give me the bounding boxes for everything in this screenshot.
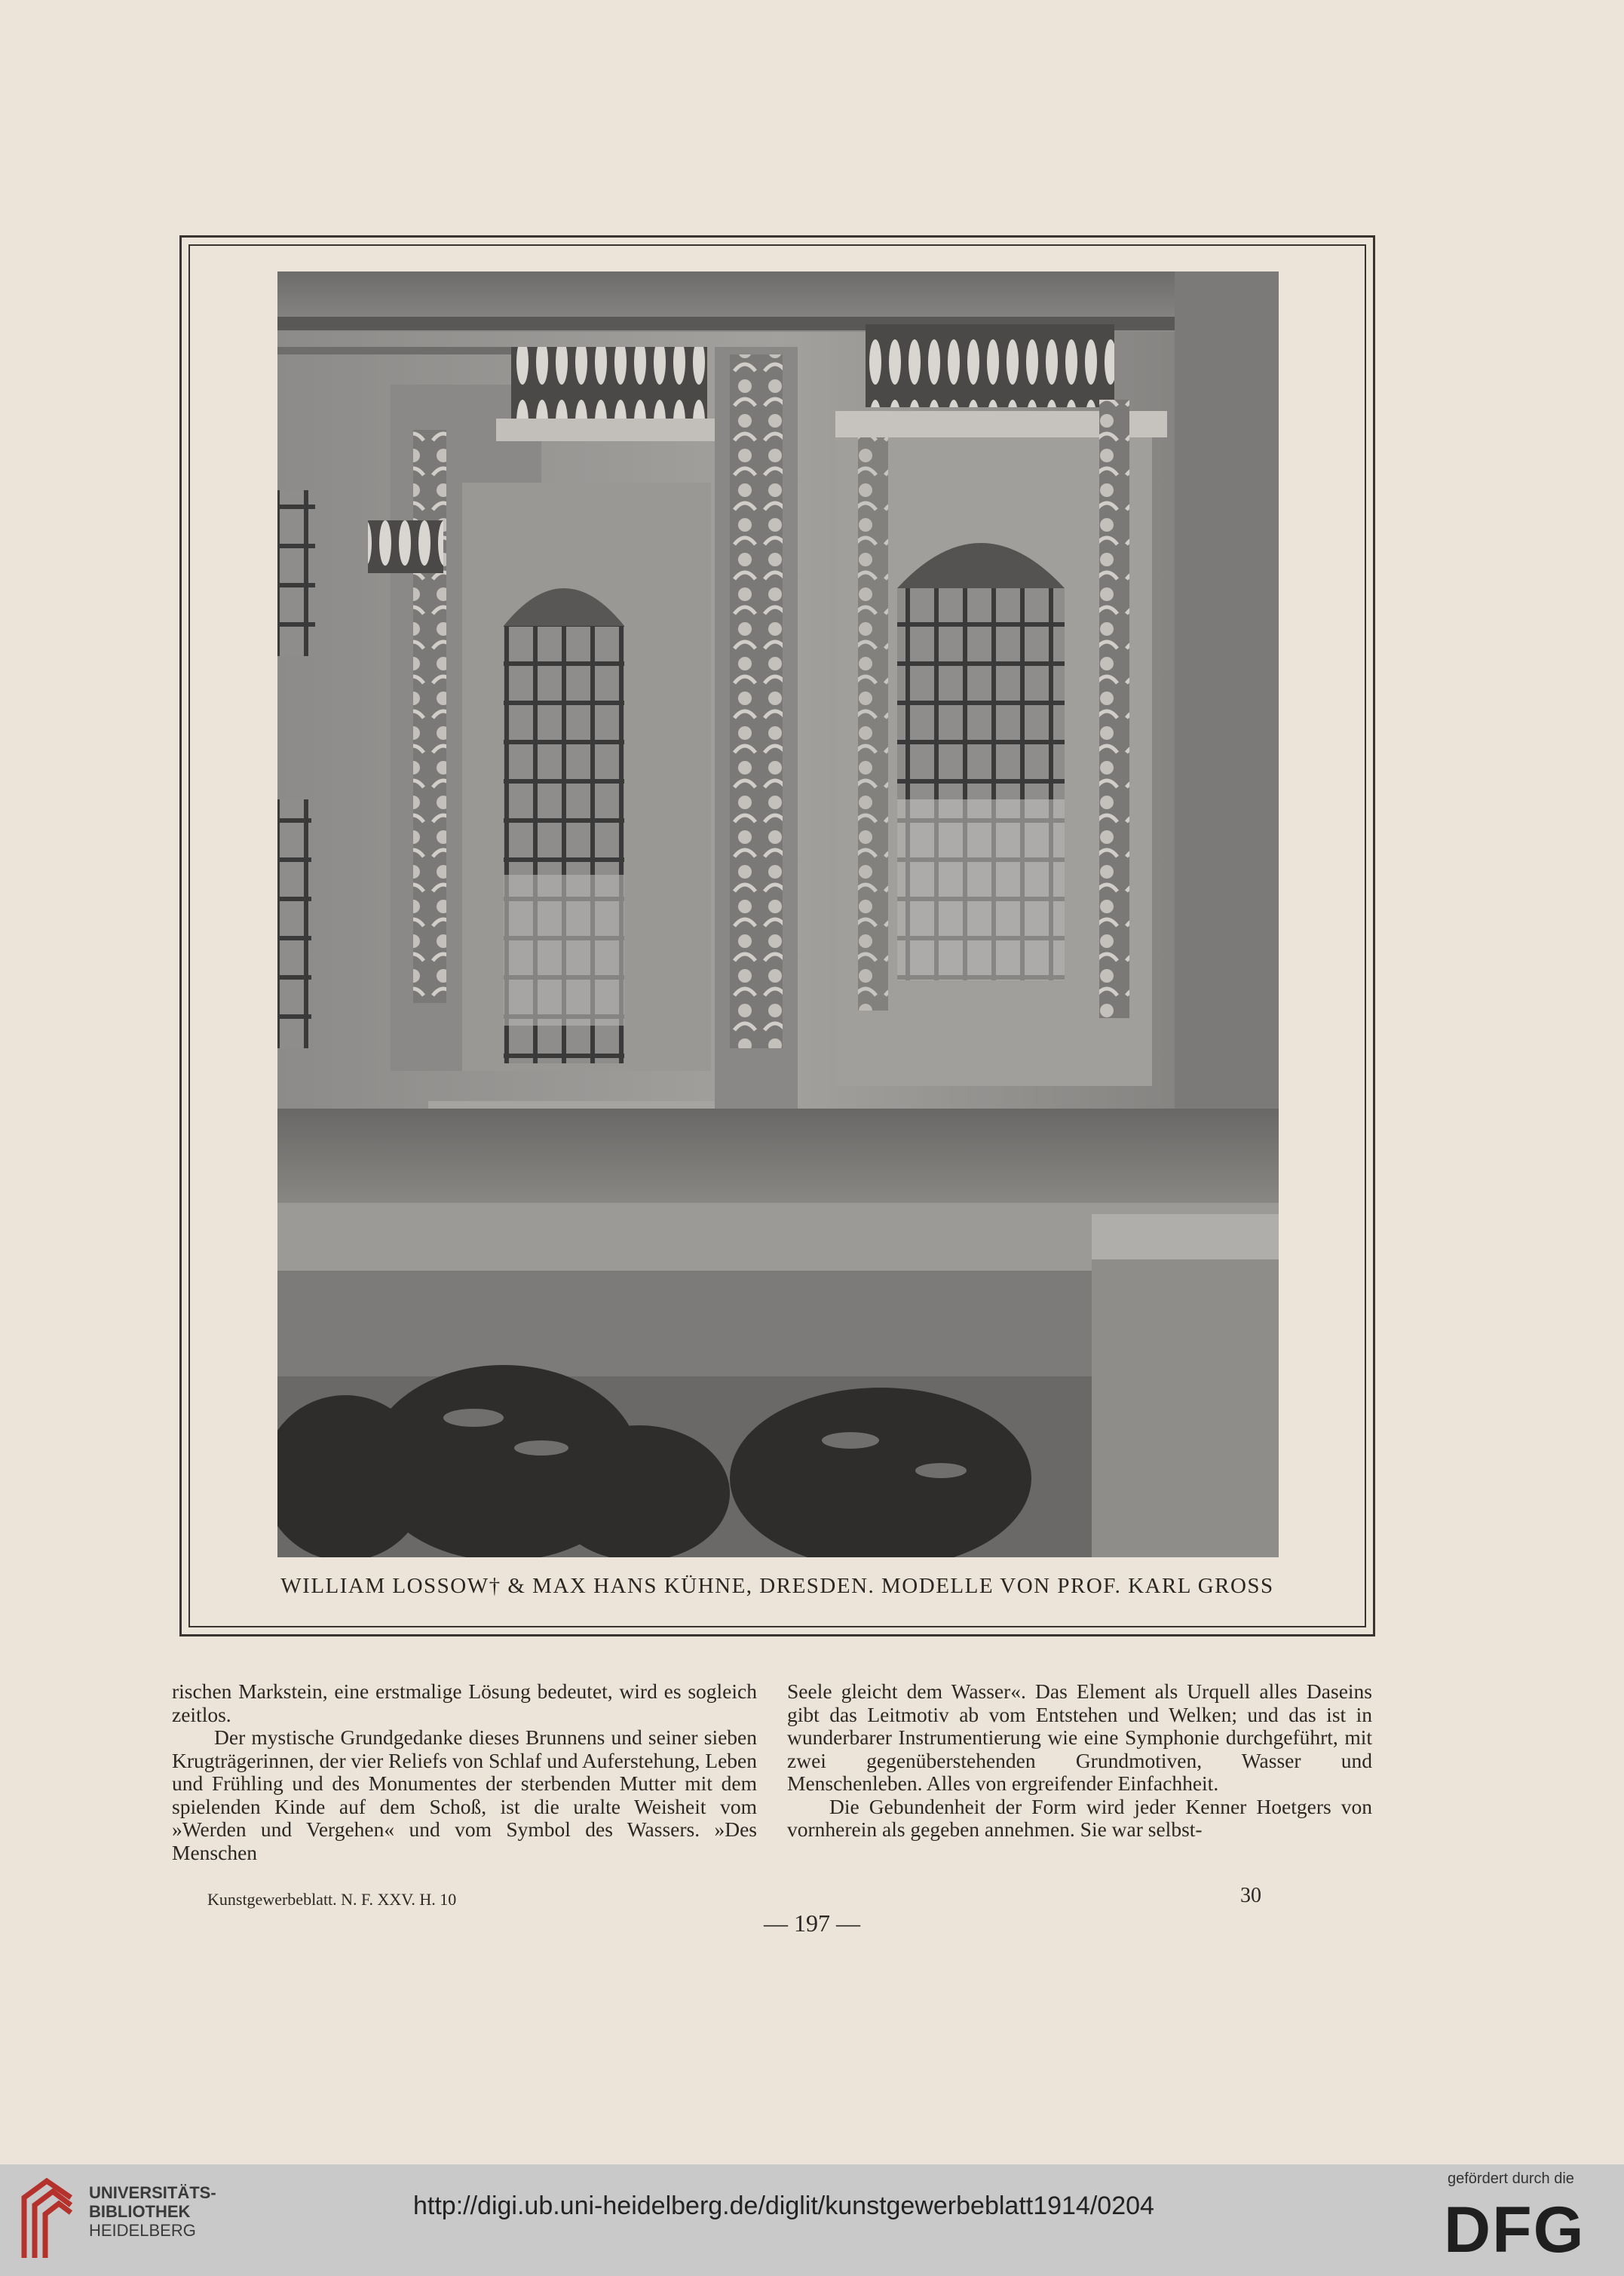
funding-note: gefördert durch die bbox=[1448, 2170, 1574, 2187]
text-column-left bbox=[172, 1680, 757, 1864]
paragraph: Der mystische Grundgedanke dieses Brunnens und seiner sieben Krugträgerinnen, der vier Reliefs von Schlaf und Auferstehung, Leben und Frühling und des Monumentes der sterbenden Mutter mit dem spielenden Kinde auf dem Schoß, ist die uralte Weisheit vom »Werden und Vergehen« und vom Symbol des Wassers. »Des Menschen bbox=[172, 1725, 757, 1864]
plate-caption: WILLIAM LOSSOW† & MAX HANS KÜHNE, DRESDEN. MODELLE VON PROF. KARL GROSS bbox=[280, 1574, 1274, 1598]
photograph-building-facade bbox=[277, 271, 1279, 1557]
text-column-right bbox=[787, 1680, 1372, 1842]
page-number: — 197 — bbox=[764, 1909, 860, 1937]
journal-signature: Kunstgewerbeblatt. N. F. XXV. H. 10 bbox=[207, 1890, 457, 1909]
institution-line: HEIDELBERG bbox=[89, 2221, 196, 2240]
institution-name[interactable] bbox=[89, 2183, 216, 2240]
dfg-logo[interactable]: DFG bbox=[1444, 2194, 1586, 2266]
institution-line: BIBLIOTHEK bbox=[89, 2202, 191, 2221]
paragraph: Die Gebundenheit der Form wird jeder Kenner Hoetgers von vornherein als gegeben annehmen. Sie war selbst- bbox=[787, 1794, 1372, 1841]
institution-line: UNIVERSITÄTS- bbox=[89, 2183, 216, 2202]
permalink-url[interactable]: http://digi.ub.uni-heidelberg.de/diglit/kunstgewerbeblatt1914/0204 bbox=[413, 2192, 1154, 2220]
paragraph: Seele gleicht dem Wasser«. Das Element als Urquell alles Daseins gibt das Leitmotiv ab vom Entstehen und Welken; und das ist in wunderbarer Instrumentierung wie eine Symphonie durchgeführt, mit zwei gegenüberstehenden Grundmotiven, Wasser und Menschenleben. Alles von ergreifender Einfachheit. bbox=[787, 1679, 1372, 1795]
ub-heidelberg-logo-icon[interactable] bbox=[17, 2175, 78, 2262]
paragraph: rischen Markstein, eine erstmalige Lösung bedeutet, wird es sogleich zeitlos. bbox=[172, 1679, 757, 1726]
sheet-number: 30 bbox=[1240, 1884, 1261, 1907]
